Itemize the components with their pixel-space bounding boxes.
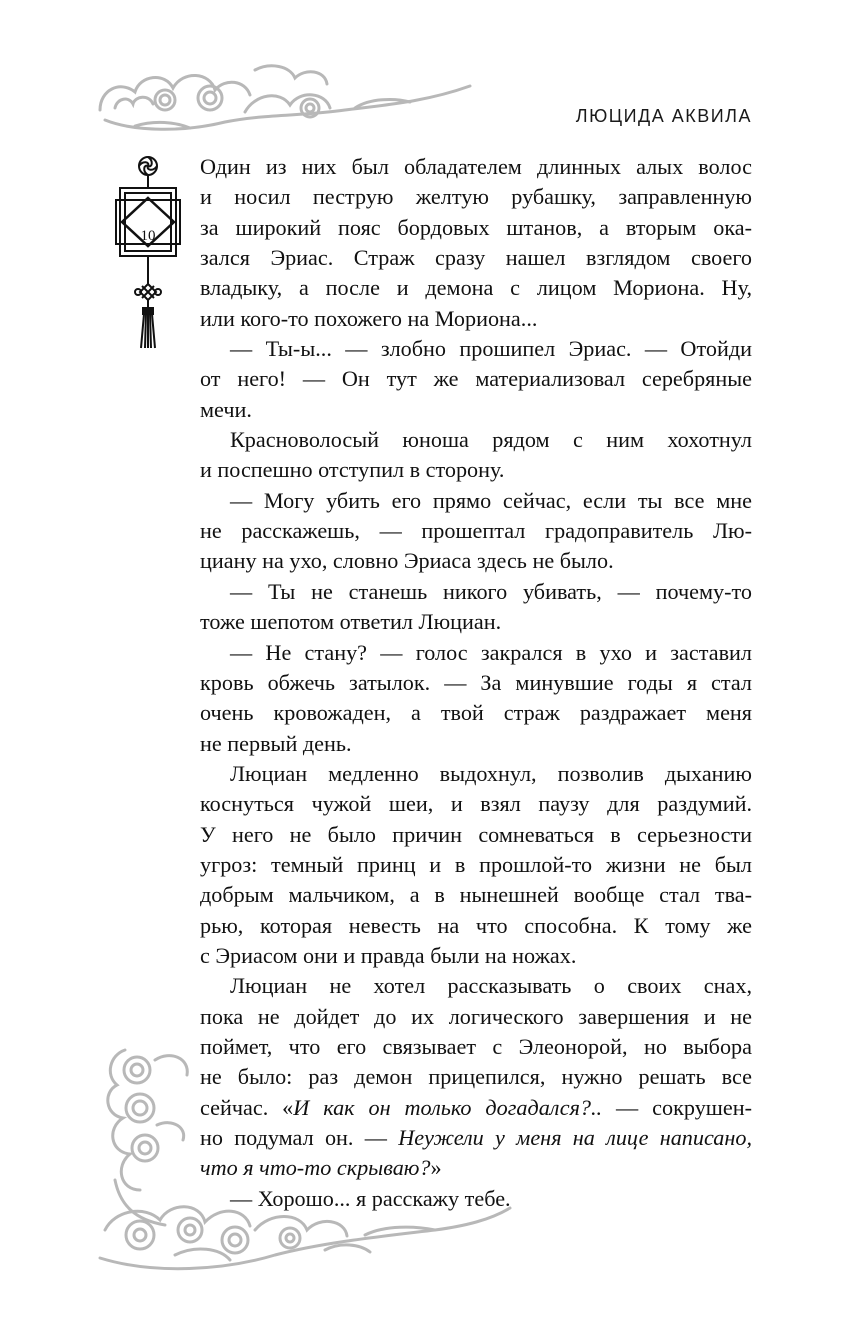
cloud-ornament-bottom-icon [95, 1030, 515, 1280]
page-number: 10 [140, 228, 156, 244]
running-header: ЛЮЦИДА АКВИЛА [575, 106, 752, 126]
text-line: не расскажешь, — прошептал градоправитель Лю- [200, 518, 752, 544]
text-line: — Не стану? — голос закрался в ухо и заставил [230, 639, 752, 665]
text-line: Один из них был обладателем длинных алых волос [200, 154, 752, 179]
text-line: Люциан медленно выдохнул, позволив дыханию [230, 760, 752, 786]
text-line: добрым мальчиком, а в нынешней вообще стал тва- [200, 882, 752, 908]
text-line: Красноволосый юноша рядом с ним хохотнул [230, 427, 752, 453]
italic-fragment: Неужели у меня на лице написано, [398, 1125, 753, 1150]
italic-fragment: что я что-то скрываю? [200, 1155, 431, 1181]
text-line: — Хорошо... я расскажу тебе. [230, 1185, 511, 1211]
text-line: зался Эриас. Страж сразу нашел взглядом своего [200, 245, 752, 271]
text-fragment: — сокрушен- [602, 1094, 752, 1120]
text-line: поймет, что его связывает с Элеонорой, но выбора [200, 1033, 752, 1059]
text-line: коснуться чужой шеи, и взял паузу для раздумий. [200, 791, 752, 817]
text-line: — Ты не станешь никого убивать, — почему-то [230, 578, 752, 604]
cloud-ornament-top-icon [95, 50, 475, 140]
text-line: владыку, а после и демона с лицом Мориона. Ну, [200, 275, 752, 301]
text-line: и носил пеструю желтую рубашку, заправленную [200, 184, 752, 210]
text-line: и поспешно отступил в сторону. [200, 457, 505, 483]
text-line: тоже шепотом ответил Люциан. [200, 609, 502, 635]
text-line: — Могу убить его прямо сейчас, если ты все мне [230, 487, 752, 513]
text-line: У него не было причин сомневаться в серьезности [200, 821, 752, 847]
text-line: или кого-то похожего на Мориона... [200, 305, 538, 331]
text-line: с Эриасом они и правда были на ножах. [200, 942, 577, 968]
text-line: пока не дойдет до их логического завершения и не [200, 1003, 752, 1029]
text-line: очень кровожаден, а твой страж раздражает меня [200, 700, 752, 726]
knot-pendant-icon [108, 152, 188, 352]
text-fragment: сейчас. « [200, 1094, 294, 1120]
text-line: кровь обжечь затылок. — За минувшие годы я стал [200, 669, 752, 695]
text-line: мечи. [200, 396, 252, 422]
text-line: не было: раз демон прицепился, нужно решать все [200, 1064, 752, 1090]
italic-fragment: И как он только догадался?.. [293, 1094, 603, 1120]
text-line: Люциан не хотел рассказывать о своих снах, [230, 973, 752, 999]
text-line: от него! — Он тут же материализовал серебряные [200, 366, 752, 392]
text-line: не первый день. [200, 730, 352, 756]
text-line: — Ты-ы... — злобно прошипел Эриас. — Отойди [230, 336, 752, 362]
text-fragment: но подумал он. — [200, 1125, 399, 1150]
text-line: циану на ухо, словно Эриаса здесь не было. [200, 548, 614, 574]
text-line: рью, которая невесть на что способна. К тому же [200, 912, 752, 938]
text-line: угроз: темный принц и в прошлой-то жизни не был [200, 851, 752, 877]
text-fragment: » [430, 1155, 442, 1181]
text-line: за широкий пояс бордовых штанов, а вторым ока- [200, 214, 752, 240]
